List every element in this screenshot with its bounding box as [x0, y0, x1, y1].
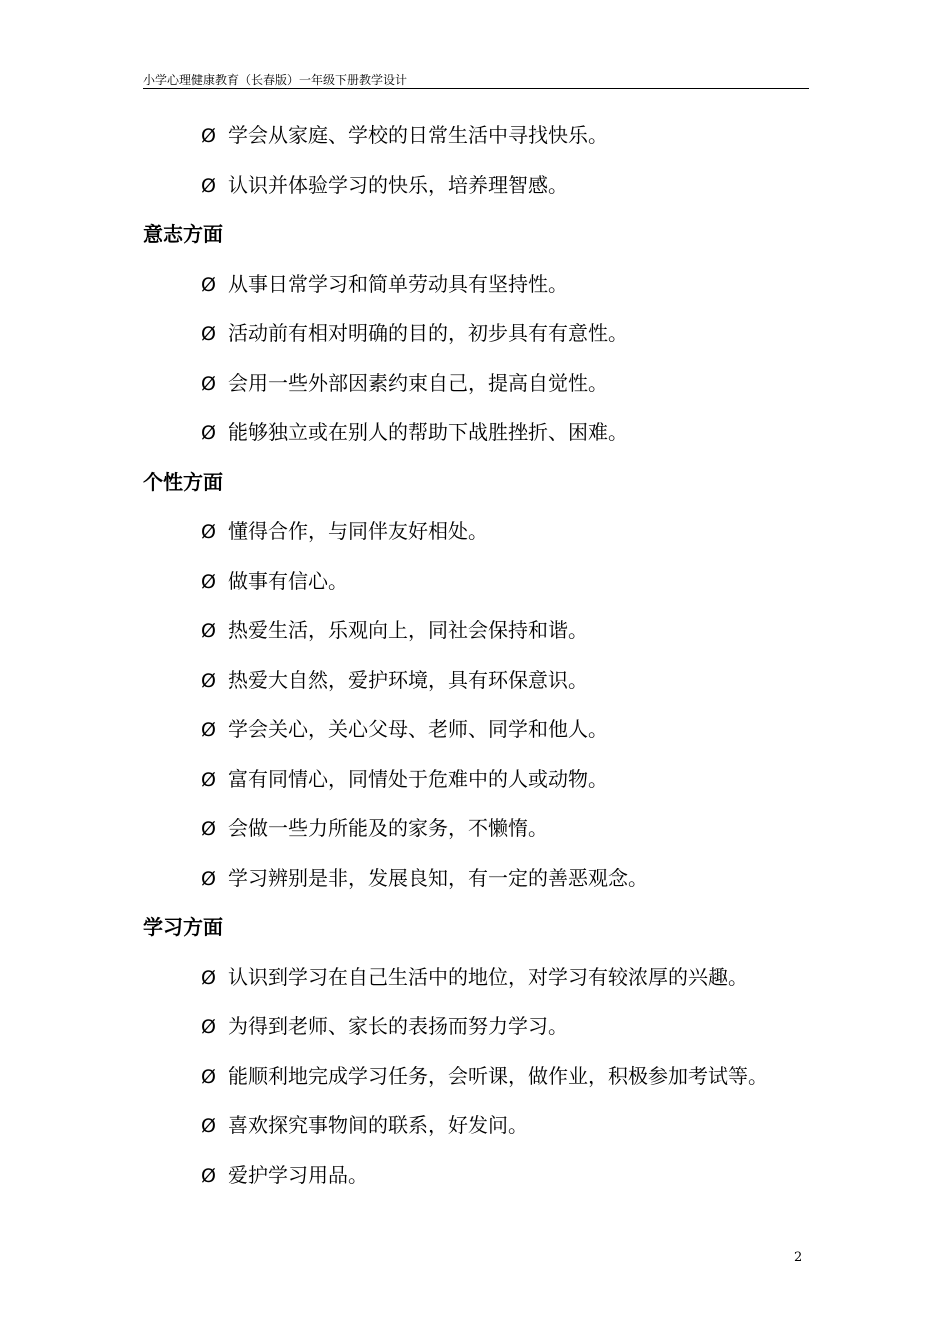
list-item-text: 学会关心，关心父母、老师、同学和他人。	[228, 717, 608, 741]
list-item	[143, 309, 823, 359]
list-item-text: 活动前有相对明确的目的，初步具有有意性。	[228, 321, 628, 345]
list-item-text: 能顺利地完成学习任务，会听课，做作业，积极参加考试等。	[228, 1063, 768, 1088]
bullet-icon: Ø	[201, 372, 216, 395]
list-item	[143, 953, 823, 1003]
section-heading-will: 意志方面	[143, 222, 223, 246]
section-heading-personality: 个性方面	[143, 469, 223, 494]
running-header	[143, 72, 809, 89]
bullet-icon: Ø	[201, 1016, 216, 1038]
list-item-text: 热爱大自然，爱护环境，具有环保意识。	[228, 667, 588, 692]
bullet-icon: Ø	[201, 174, 216, 197]
list-item	[143, 606, 823, 656]
list-item-text: 热爱生活，乐观向上，同社会保持和谐。	[228, 618, 588, 642]
list-item-text: 认识并体验学习的快乐，培养理智感。	[228, 172, 568, 197]
list-item-text: 认识到学习在自己生活中的地位，对学习有较浓厚的兴趣。	[228, 964, 748, 989]
list-item	[143, 1002, 823, 1052]
document-body	[143, 111, 823, 1200]
section-heading-learning: 学习方面	[143, 915, 223, 939]
bullet-icon: Ø	[201, 867, 216, 890]
list-item	[143, 1151, 823, 1201]
list-item	[143, 854, 823, 904]
bullet-icon: Ø	[201, 966, 216, 989]
bullet-icon: Ø	[201, 719, 216, 741]
bullet-icon: Ø	[201, 1164, 216, 1187]
list-item	[143, 359, 823, 409]
bullet-icon: Ø	[201, 125, 216, 147]
bullet-icon: Ø	[201, 323, 216, 345]
list-item-text: 从事日常学习和简单劳动具有坚持性。	[228, 271, 568, 296]
list-item-text: 会用一些外部因素约束自己，提高自觉性。	[228, 370, 608, 395]
bullet-icon: Ø	[201, 1115, 216, 1137]
list-item	[143, 755, 823, 805]
list-item-text: 爱护学习用品。	[228, 1162, 368, 1187]
page-number: 2	[794, 1250, 803, 1265]
bullet-icon: Ø	[201, 768, 216, 791]
list-item	[143, 1101, 823, 1151]
list-item-text: 能够独立或在别人的帮助下战胜挫折、困难。	[228, 420, 628, 444]
bullet-icon: Ø	[201, 570, 216, 593]
list-item	[143, 161, 823, 211]
list-item	[143, 1052, 823, 1102]
bullet-icon: Ø	[201, 669, 216, 692]
bullet-icon: Ø	[201, 620, 216, 642]
list-item	[143, 408, 823, 458]
list-item-text: 喜欢探究事物间的联系，好发问。	[228, 1113, 528, 1137]
list-item	[143, 507, 823, 557]
list-item-text: 为得到老师、家长的表扬而努力学习。	[228, 1014, 568, 1038]
list-item-text: 做事有信心。	[228, 568, 348, 593]
list-item	[143, 111, 823, 161]
list-item	[143, 804, 823, 854]
header-title: 小学心理健康教育（长春版）一年级下册教学设计	[143, 73, 408, 87]
list-item-text: 富有同情心，同情处于危难中的人或动物。	[228, 766, 608, 791]
bullet-icon: Ø	[201, 422, 216, 444]
bullet-icon: Ø	[201, 818, 216, 840]
bullet-icon: Ø	[201, 273, 216, 296]
bullet-icon: Ø	[201, 1065, 216, 1088]
list-item	[143, 260, 823, 310]
list-item-text: 懂得合作，与同伴友好相处。	[228, 519, 488, 543]
list-item-text: 学习辨别是非，发展良知，有一定的善恶观念。	[228, 865, 648, 890]
list-item	[143, 557, 823, 607]
list-item	[143, 705, 823, 755]
list-item-text: 会做一些力所能及的家务，不懒惰。	[228, 816, 548, 840]
list-item-text: 学会从家庭、学校的日常生活中寻找快乐。	[228, 123, 608, 147]
list-item	[143, 656, 823, 706]
bullet-icon: Ø	[201, 521, 216, 543]
